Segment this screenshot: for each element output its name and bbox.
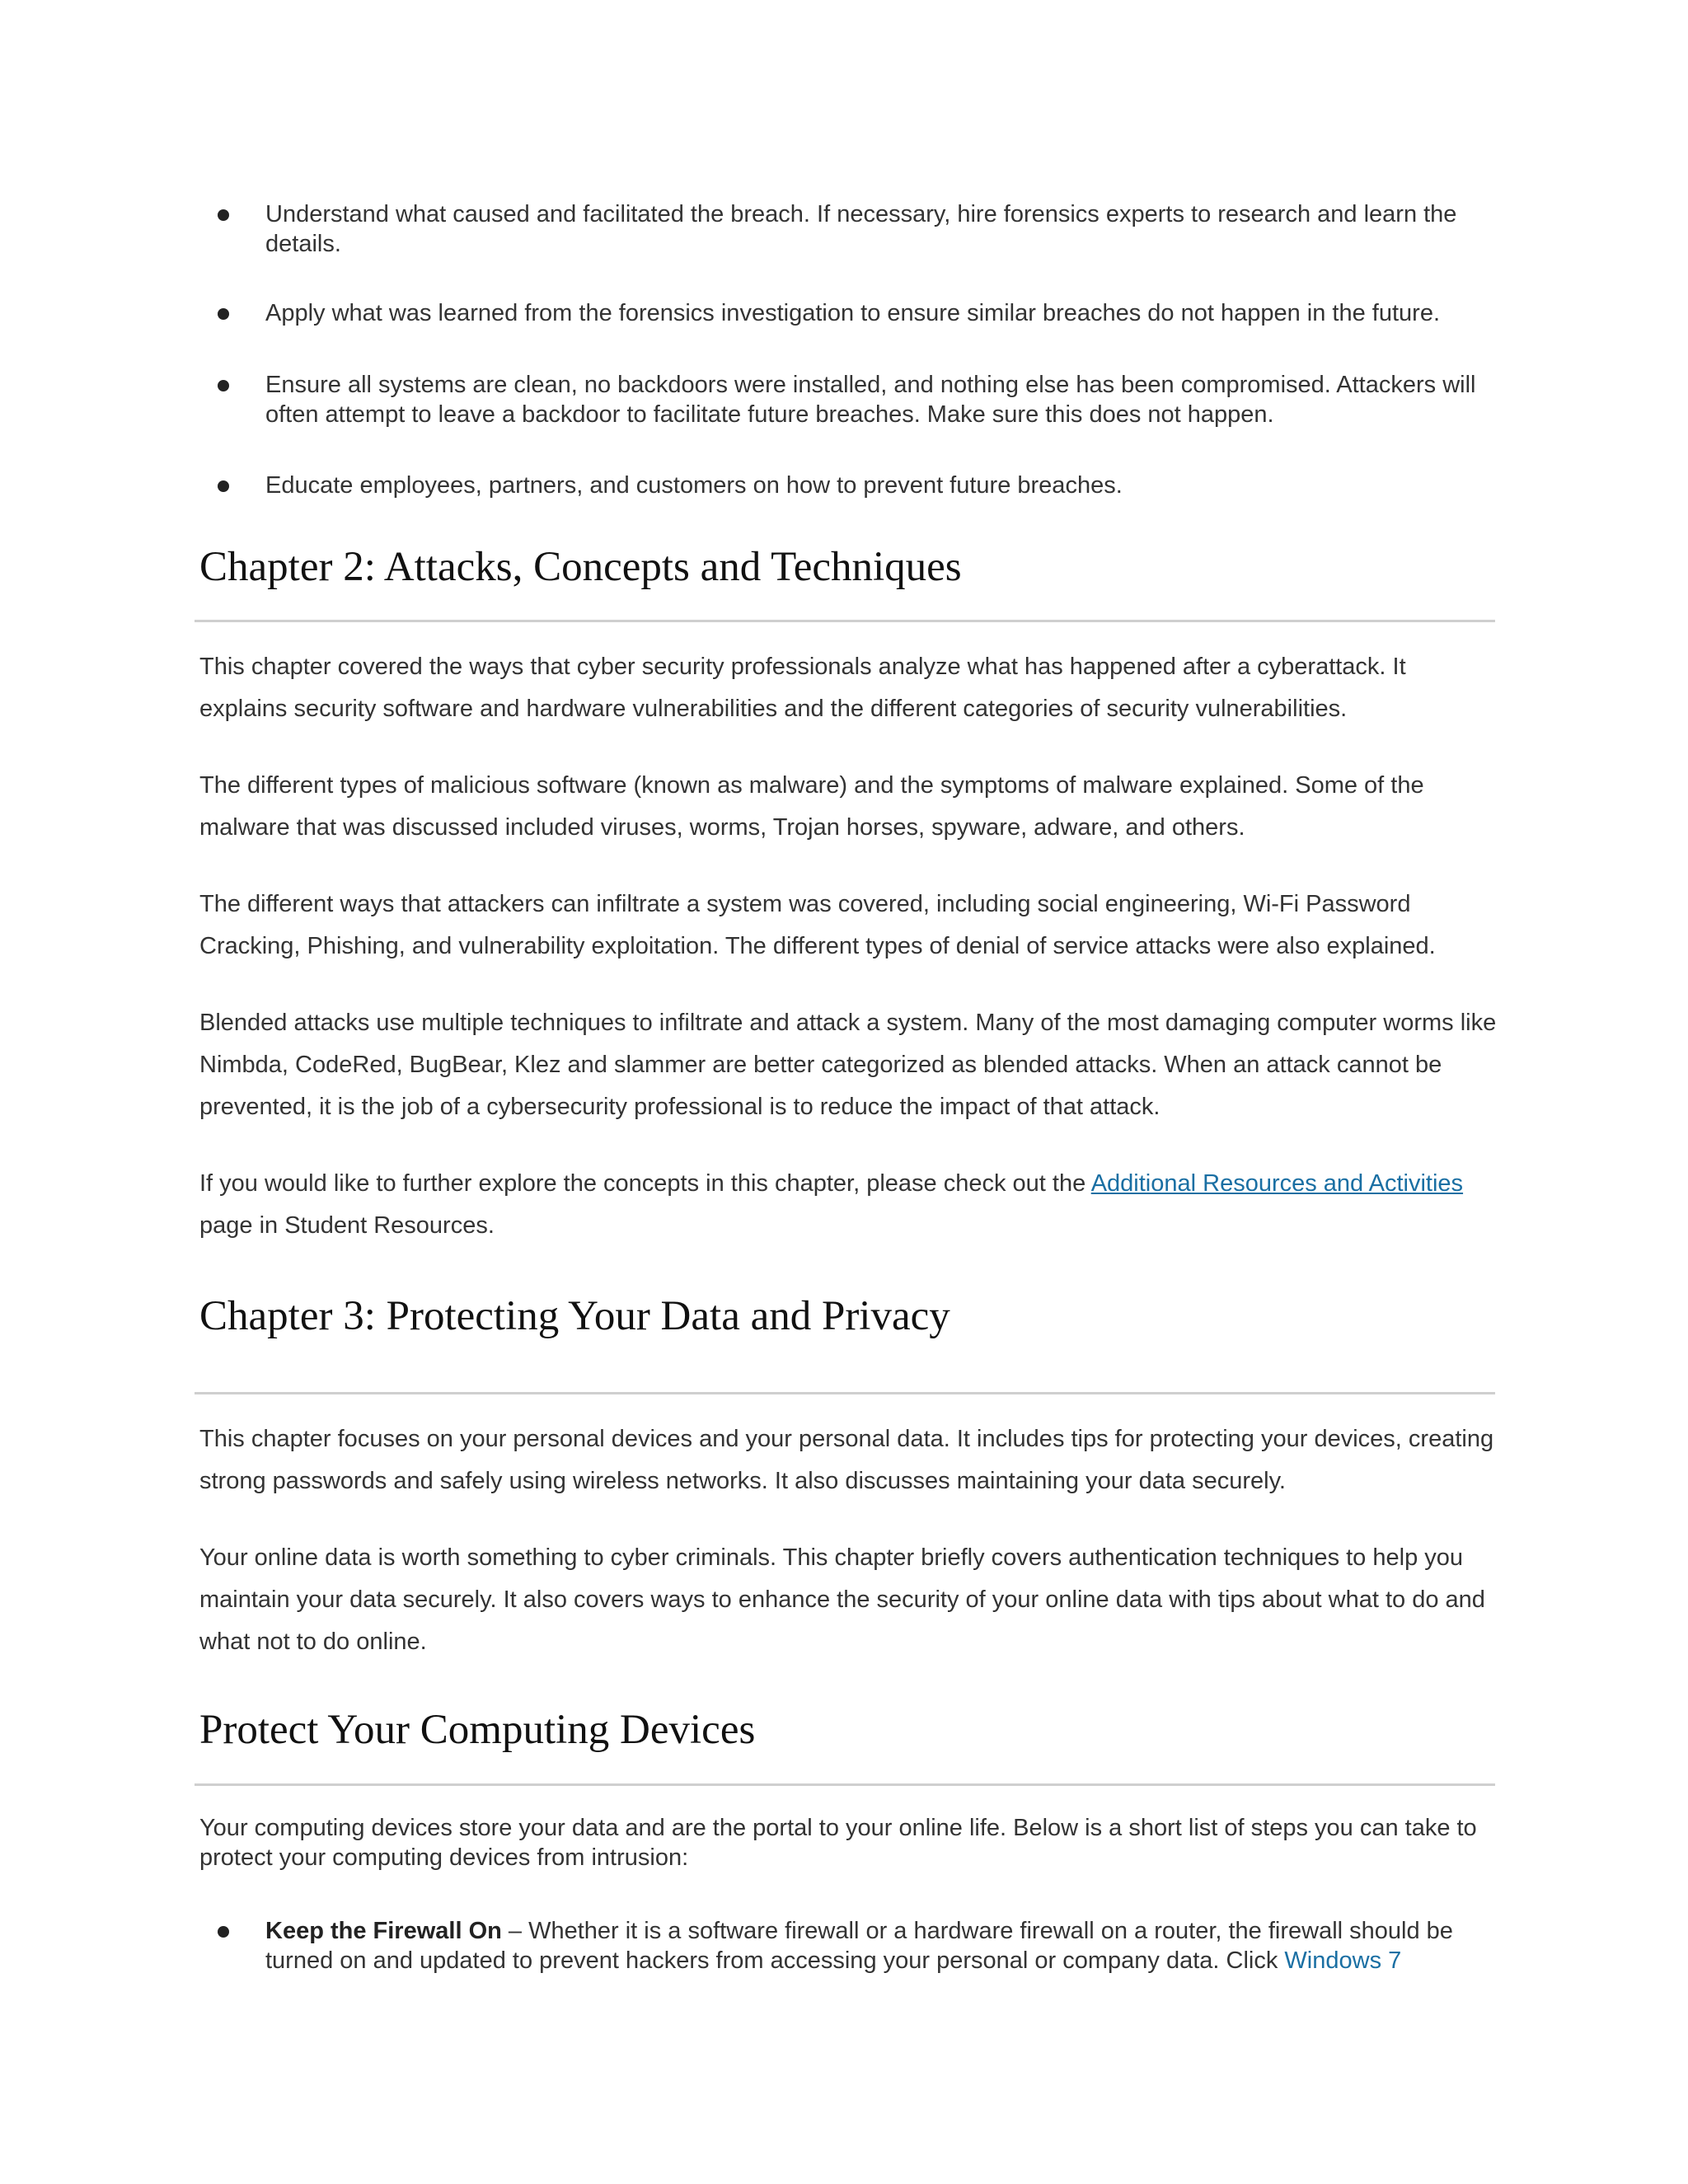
resources-text-before: If you would like to further explore the concepts in this chapter, please check out the [199, 1170, 1091, 1197]
list-item [265, 471, 1493, 500]
chapter-3-paragraph: This chapter focuses on your personal devices and your personal data. It includes tips for protecting your devices, creating strong passwords and safely using wireless networks. It also discusses maintaining your data securely. [199, 1426, 1494, 1494]
bullet-dot [218, 308, 229, 320]
firewall-text: – Whether it is a software firewall or a hardware firewall on a router, the firewall should be turned on and updated to prevent hackers from accessing your personal or company data. Click [265, 1918, 1453, 1974]
section-divider [195, 1392, 1495, 1394]
bullet-dot [218, 209, 229, 221]
bullet-text: Understand what caused and facilitated the breach. If necessary, hire forensics experts to research and learn the details. [265, 201, 1457, 257]
chapter-3-heading: Chapter 3: Protecting Your Data and Privacy [199, 1293, 950, 1339]
list-item [265, 1916, 1493, 1975]
list-item [265, 370, 1493, 429]
list-item [265, 199, 1493, 259]
windows-7-link[interactable]: Windows 7 [1284, 1947, 1402, 1974]
protect-devices-intro: Your computing devices store your data and are the portal to your online life. Below is a short list of steps you can take to protect your computing devices from intrusion: [199, 1815, 1477, 1871]
section-divider [195, 1783, 1495, 1786]
chapter-2-heading: Chapter 2: Attacks, Concepts and Techniques [199, 544, 962, 590]
bullet-dot [218, 480, 229, 492]
chapter-2-paragraph: The different types of malicious software (known as malware) and the symptoms of malware explained. Some of the malware that was discussed included viruses, worms, Trojan horses, spyware, adware, and others. [199, 772, 1424, 841]
list-item [265, 298, 1493, 328]
resources-text-after: page in Student Resources. [199, 1212, 495, 1239]
protect-devices-heading: Protect Your Computing Devices [199, 1707, 756, 1753]
chapter-3-paragraph: Your online data is worth something to cyber criminals. This chapter briefly covers authentication techniques to help you maintain your data securely. It also covers ways to enhance the security of your online data with tips about what to do and what not to do online. [199, 1544, 1485, 1655]
additional-resources-link[interactable]: Additional Resources and Activities [1090, 1170, 1464, 1197]
bullet-text: Educate employees, partners, and customers on how to prevent future breaches. [265, 472, 1123, 499]
chapter-2-paragraph: This chapter covered the ways that cyber security professionals analyze what has happened after a cyberattack. It explains security software and hardware vulnerabilities and the different categories of security vulnerabilities. [199, 654, 1406, 722]
bullet-text: Apply what was learned from the forensics investigation to ensure similar breaches do not happen in the future. [265, 300, 1441, 326]
bullet-dot [218, 1926, 229, 1938]
chapter-2-paragraph: Blended attacks use multiple techniques to infiltrate and attack a system. Many of the most damaging computer worms like Nimbda, CodeRed, BugBear, Klez and slammer are better categorized as blended attacks. When an attack cannot be prevented, it is the job of a cybersecurity professional is to reduce the impact of that attack. [199, 1010, 1497, 1120]
bullet-dot [218, 380, 229, 391]
section-divider [195, 620, 1495, 622]
chapter-2-resources-paragraph [199, 1163, 1498, 1247]
firewall-bold-label: Keep the Firewall On [265, 1918, 502, 1944]
bullet-text: Ensure all systems are clean, no backdoors were installed, and nothing else has been compromised. Attackers will often attempt to leave a backdoor to facilitate future breaches. Make sure this does not happen. [265, 372, 1476, 428]
chapter-2-paragraph: The different ways that attackers can infiltrate a system was covered, including social engineering, Wi-Fi Password Cracking, Phishing, and vulnerability exploitation. The different types of denial of service attacks were also explained. [199, 891, 1436, 959]
